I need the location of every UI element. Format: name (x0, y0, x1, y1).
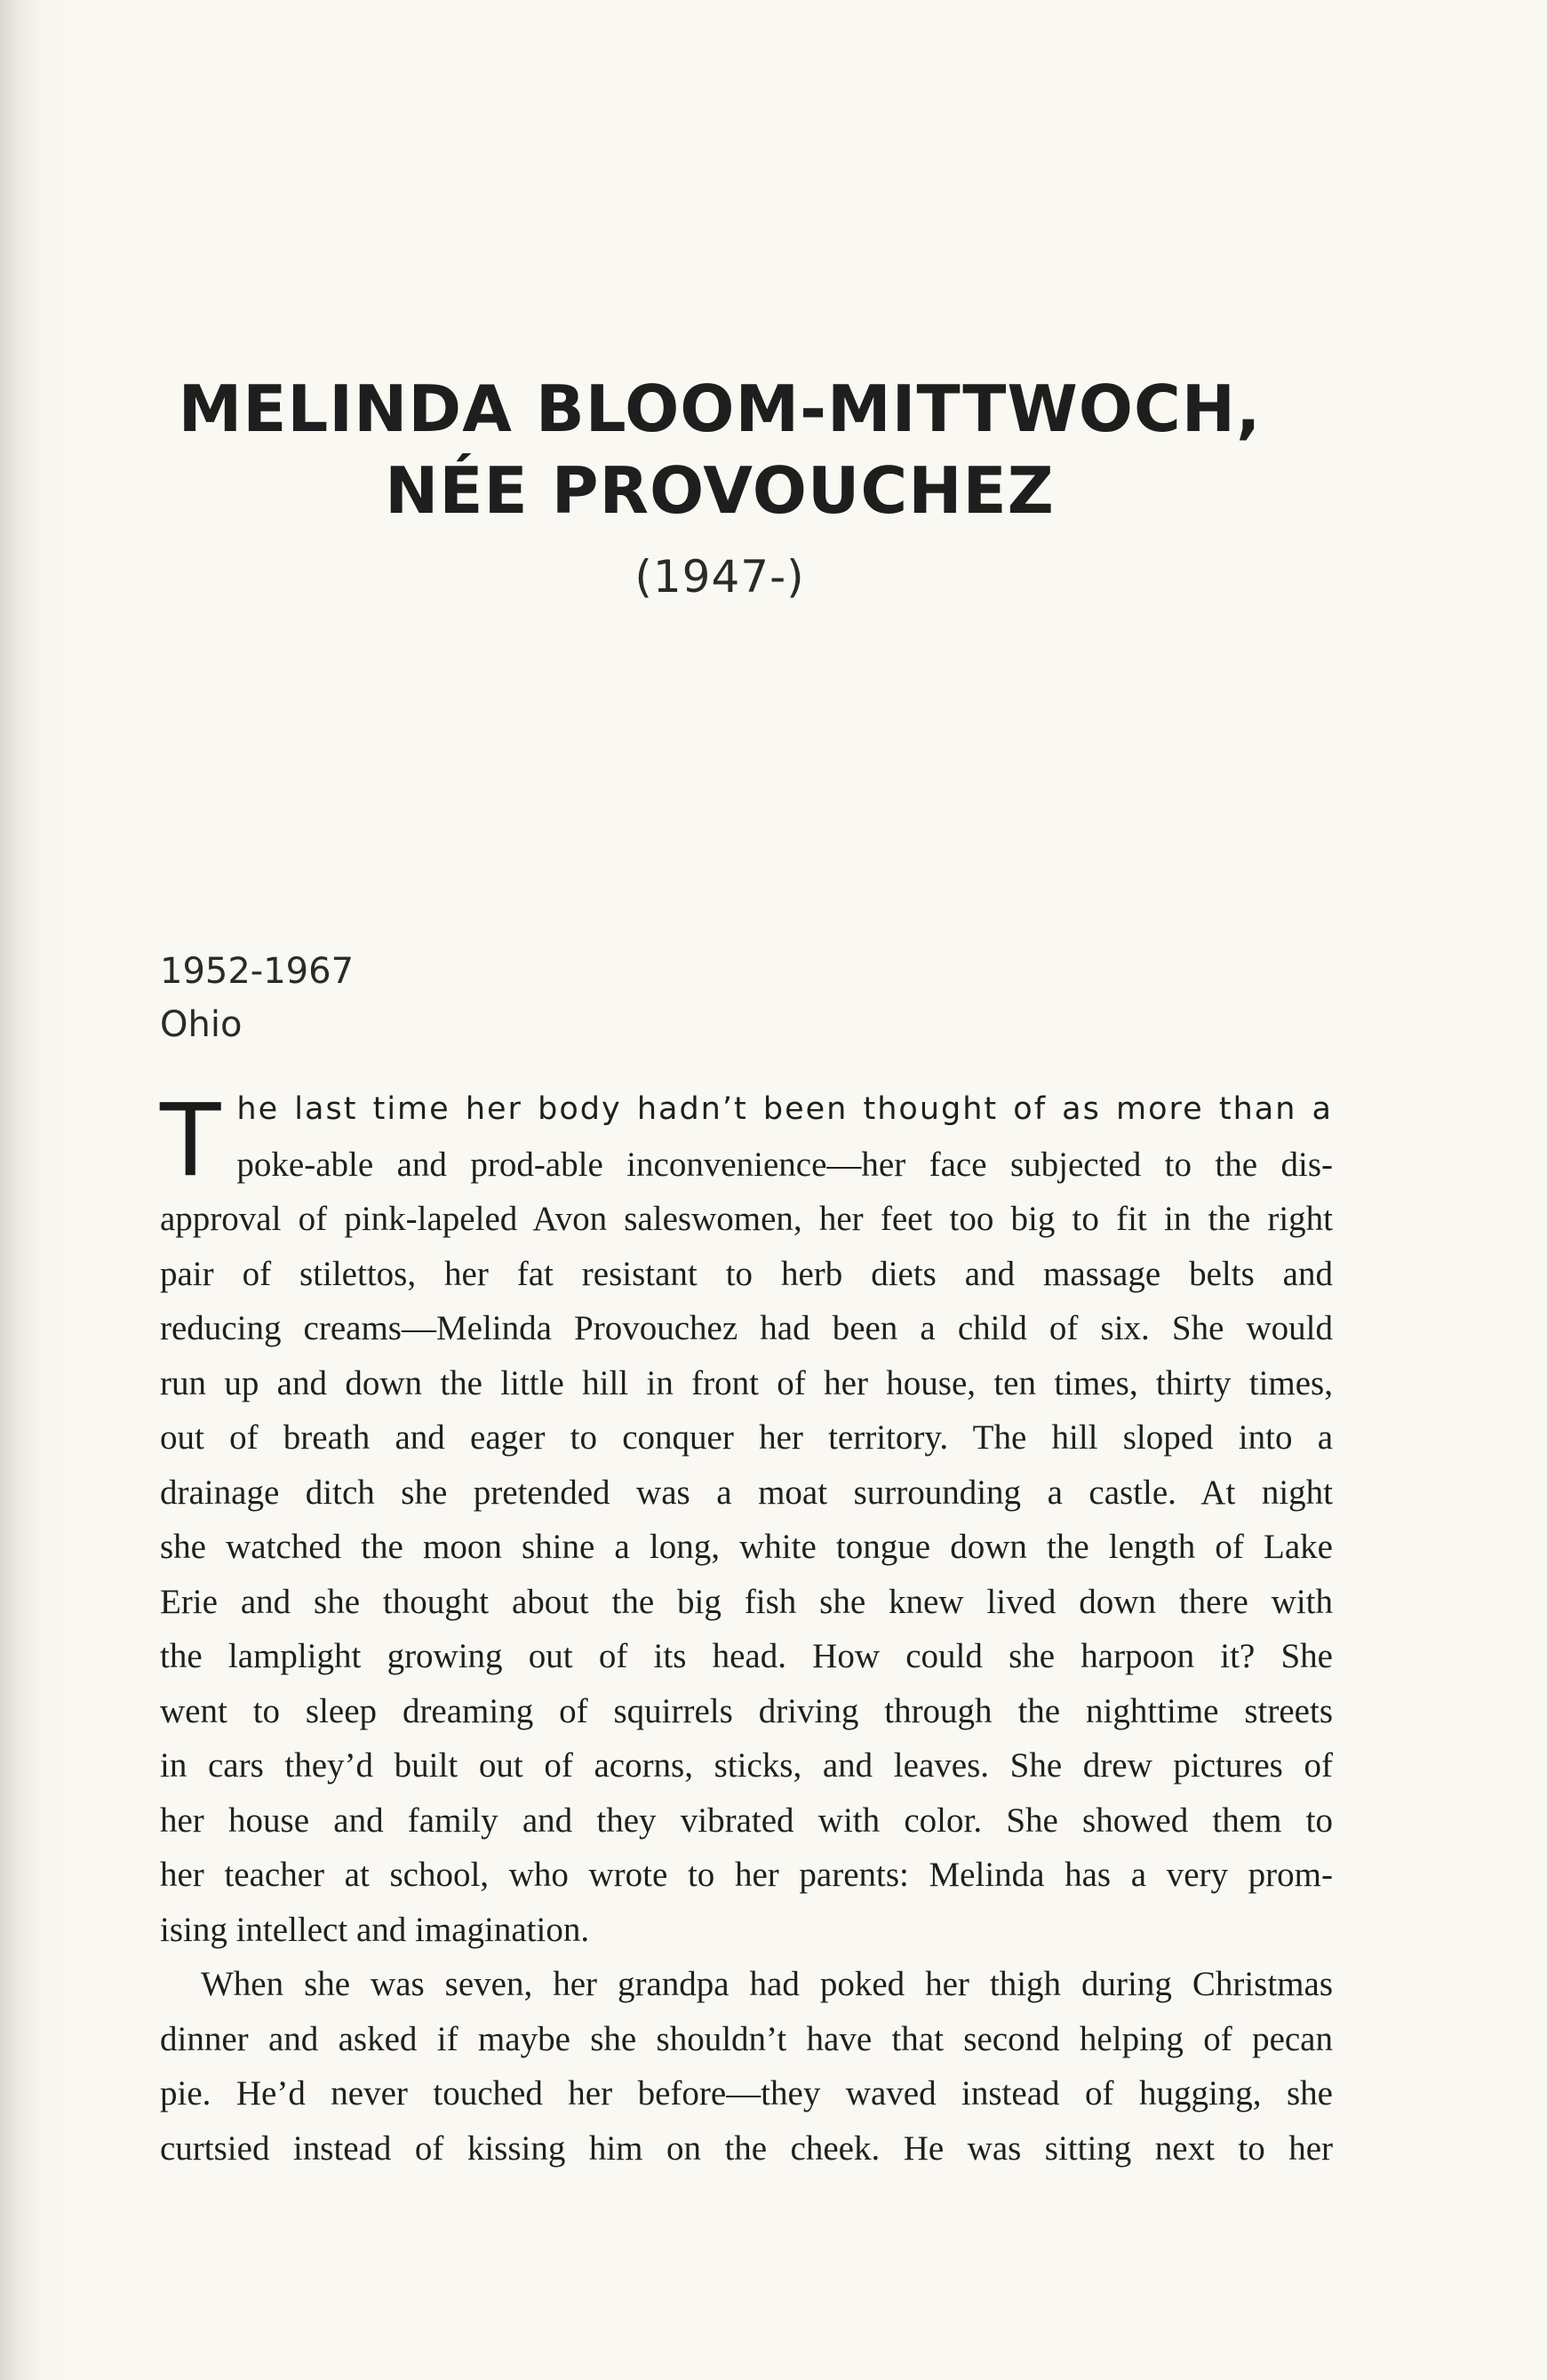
text-line: reducing creams—Melinda Provouchez had been a child of six. She would (160, 1309, 1333, 1347)
text-line: pie. He’d never touched her before—they waved instead of hugging, she (160, 2074, 1333, 2112)
drop-cap: T (160, 1083, 221, 1199)
text-line: her teacher at school, who wrote to her parents: Melinda has a very prom- (160, 1856, 1333, 1894)
text-line: went to sleep dreaming of squirrels driving through the nighttime streets (160, 1691, 1333, 1730)
text-line: the lamplight growing out of its head. How could she harpoon it? She (160, 1637, 1333, 1675)
text-line: she watched the moon shine a long, white tongue down the length of Lake (160, 1528, 1333, 1566)
lead-in-line: he last time her body hadn’t been thought of as more than a (236, 1091, 1333, 1127)
chapter-title-line-1: MELINDA BLOOM-MITTWOCH, (178, 371, 1262, 446)
text-line: When she was seven, her grandpa had poked her thigh during Christmas (201, 1965, 1333, 2003)
text-line: run up and down the little hill in front of her house, ten times, thirty times, (160, 1363, 1333, 1402)
text-line: pair of stilettos, her fat resistant to herb diets and massage belts and (160, 1254, 1333, 1293)
text-line: Erie and she thought about the big fish she knew lived down there with (160, 1582, 1333, 1621)
text-line: ising intellect and imagination. (160, 1910, 590, 1949)
text-line: out of breath and eager to conquer her territory. The hill sloped into a (160, 1418, 1333, 1457)
section-years: 1952-1967 (160, 951, 355, 992)
text-line: drainage ditch she pretended was a moat surrounding a castle. At night (160, 1473, 1333, 1512)
body-text (160, 1082, 1333, 2176)
text-line: dinner and asked if maybe she shouldn’t have that second helping of pecan (160, 2019, 1333, 2058)
text-line: her house and family and they vibrated with color. She showed them to (160, 1801, 1333, 1840)
chapter-title-line-2: NÉE PROVOUCHEZ (385, 453, 1055, 528)
text-line: approval of pink-lapeled Avon saleswomen, her feet too big to fit in the right (160, 1200, 1333, 1238)
text-line: in cars they’d built out of acorns, sticks, and leaves. She drew pictures of (160, 1746, 1333, 1785)
section-place: Ohio (160, 1004, 243, 1045)
life-dates: (1947-) (634, 551, 805, 603)
text-line: curtsied instead of kissing him on the cheek. He was sitting next to her (160, 2128, 1333, 2168)
text-line: poke-able and prod-able inconvenience—her face subjected to the dis- (236, 1145, 1333, 1184)
